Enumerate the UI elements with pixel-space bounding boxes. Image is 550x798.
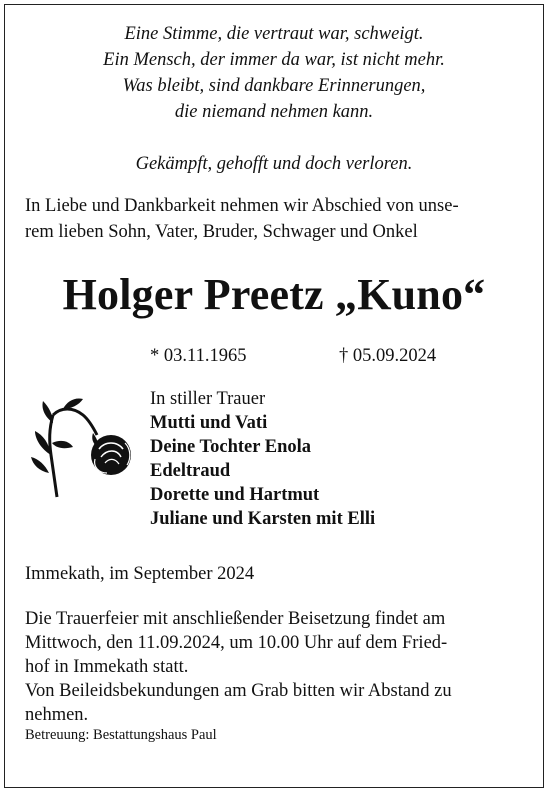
poem <box>5 21 543 177</box>
place-date: Immekath, im September 2024 <box>25 564 255 584</box>
poem-line: Was bleibt, sind dankbare Erinnerungen, <box>122 76 426 96</box>
undertaker-credit: Betreuung: Bestattungshaus Paul <box>25 727 217 743</box>
intro-line: rem lieben Sohn, Vater, Bruder, Schwager und Onkel <box>25 222 418 242</box>
intro-text <box>25 193 523 245</box>
poem-line: Eine Stimme, die vertraut war, schweigt. <box>124 24 424 44</box>
funeral-line: Mittwoch, den 11.09.2024, um 10.00 Uhr auf dem Fried- <box>25 633 448 653</box>
mourner-name: Dorette und Hartmut <box>150 485 320 505</box>
death-date: † 05.09.2024 <box>339 346 437 366</box>
poem-closing: Gekämpft, gehofft und doch verloren. <box>135 154 413 174</box>
mourner-name: Edeltraud <box>150 461 231 481</box>
mourner-name: Deine Tochter Enola <box>150 437 312 457</box>
rose-icon <box>27 393 137 503</box>
mourners-block <box>150 387 375 531</box>
funeral-line: Die Trauerfeier mit anschließender Beisetzung findet am <box>25 609 446 629</box>
birth-date: * 03.11.1965 <box>150 346 247 366</box>
funeral-line: Von Beileidsbekundungen am Grab bitten wir Abstand zu <box>25 681 452 701</box>
intro-line: In Liebe und Dankbarkeit nehmen wir Abschied von unse- <box>25 196 459 216</box>
deceased-name: Holger Preetz „Kuno“ <box>62 270 486 319</box>
funeral-line: nehmen. <box>25 705 89 725</box>
poem-line: Ein Mensch, der immer da war, ist nicht mehr. <box>103 50 445 70</box>
obituary-notice <box>4 4 544 788</box>
mourners-lead: In stiller Trauer <box>150 389 266 409</box>
poem-line: die niemand nehmen kann. <box>174 102 374 122</box>
poem-spacer <box>5 125 543 151</box>
mourner-name: Juliane und Karsten mit Elli <box>150 509 376 529</box>
funeral-line: hof in Immekath statt. <box>25 657 189 677</box>
mourner-name: Mutti und Vati <box>150 413 268 433</box>
funeral-info <box>25 607 525 727</box>
